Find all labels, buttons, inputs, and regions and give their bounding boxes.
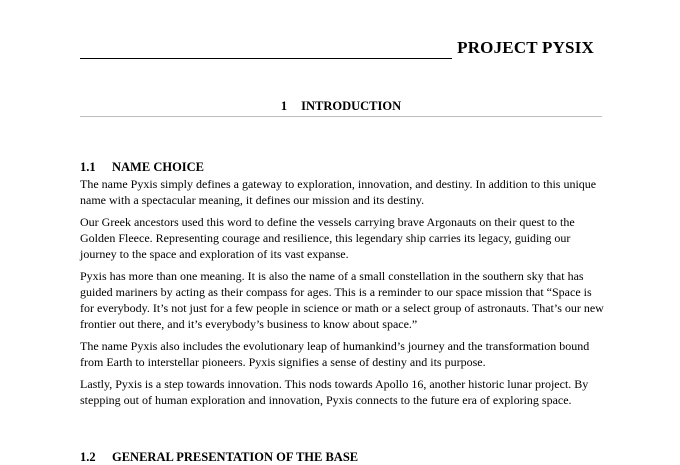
subsection-body-name-choice — [80, 176, 605, 414]
paragraph: Pyxis has more than one meaning. It is also the name of a small constellation in the southern sky that has guided mariners by acting as their compass for ages. This is a reminder to our space mission that “Space is for everybody. It’s not just for a few people in science or math or a select group of astronauts. That’s our new frontier out there, and it’s everybody’s business to know about space.” — [80, 269, 604, 331]
subsection-heading-name-choice — [80, 160, 204, 175]
subsection-title: GENERAL PRESENTATION OF THE BASE — [112, 450, 359, 464]
header-rule — [80, 58, 452, 59]
section-divider — [80, 116, 602, 117]
document-title: PROJECT PYSIX — [457, 38, 594, 57]
document-header — [80, 38, 594, 62]
subsection-title: NAME CHOICE — [112, 160, 205, 174]
subsection-number: 1.2 — [80, 450, 96, 464]
subsection-number: 1.1 — [80, 160, 96, 174]
section-heading — [80, 99, 602, 114]
paragraph: The name Pyxis also includes the evolutionary leap of humankind’s journey and the transformation bound from Earth to interstellar pioneers. Pyxis signifies a sense of destiny and its purpose. — [80, 339, 590, 369]
section-title: INTRODUCTION — [301, 99, 402, 113]
section-number: 1 — [280, 99, 288, 113]
paragraph: Our Greek ancestors used this word to define the vessels carrying brave Argonauts on their quest to the Golden Fleece. Representing courage and resilience, this legendary ship carries its legacy, guiding our journey to the space and exploration of its vast expanse. — [80, 215, 575, 261]
paragraph: The name Pyxis simply defines a gateway to exploration, innovation, and destiny. In addition to this unique name with a spectacular meaning, it defines our mission and its destiny. — [80, 177, 597, 207]
paragraph: Lastly, Pyxis is a step towards innovation. This nods towards Apollo 16, another historic lunar project. By stepping out of human exploration and innovation, Pyxis connects to the future era of exploring space. — [80, 377, 589, 407]
subsection-heading-general-presentation — [80, 450, 358, 465]
